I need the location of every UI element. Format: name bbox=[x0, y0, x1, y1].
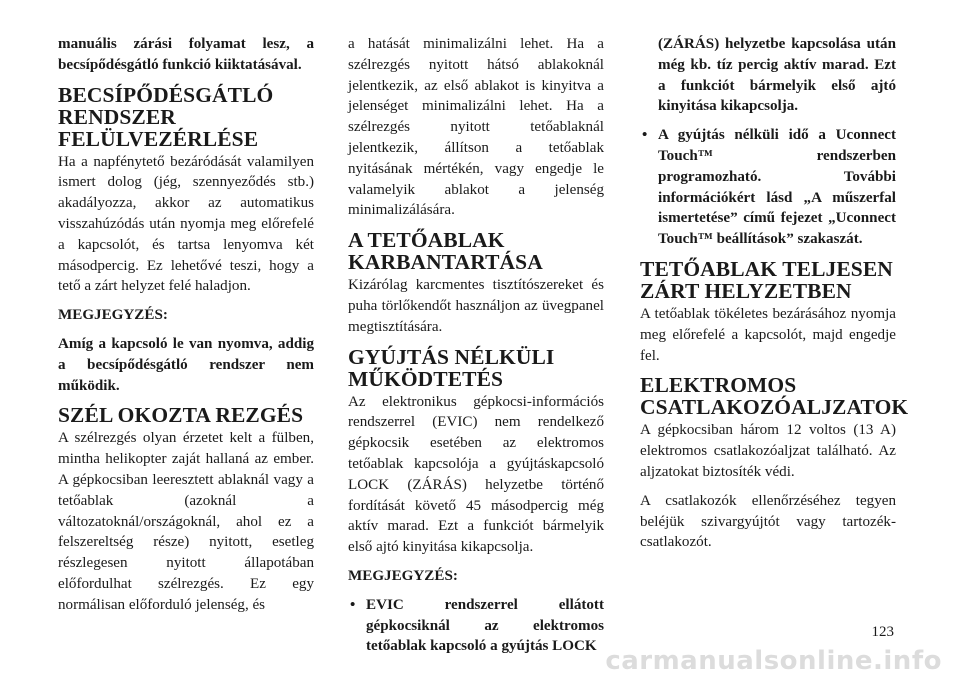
heading-becsipodesgatlo: BECSÍPŐDÉSGÁTLÓ RENDSZER FELÜLVEZÉRLÉSE bbox=[58, 82, 274, 151]
heading-teljesen-zart: TETŐABLAK TELJESEN ZÁRT HELYZETBEN bbox=[640, 256, 893, 303]
watermark: carmanualsonline.info bbox=[605, 646, 942, 676]
column-2 bbox=[348, 34, 604, 665]
list-item-text: A gyújtás nélküli idő a Uconnect Touch™ rendszerben programozható. További információkért lásd „A műszerfal ismertetése” című fejezet „Uconnect Touch™ beállítások” szakaszát. bbox=[658, 127, 896, 248]
list-item-text: EVIC rendszerrel ellátott gépkocsiknál az elektromos tetőablak kapcsoló a gyújtás LOCK bbox=[366, 596, 604, 655]
bullet-icon: • bbox=[350, 596, 356, 613]
page-number: 123 bbox=[871, 624, 894, 640]
list-item-continued: (ZÁRÁS) helyzetbe kapcsolása után még kb. tíz percig aktív marad. Ezt a funkciót bármelyik első ajtó kinyitása kikapcsolja. bbox=[658, 36, 896, 115]
heading-gyujtas-nelkuli: GYÚJTÁS NÉLKÜLI MŰKÖDTETÉS bbox=[348, 344, 555, 391]
heading-elektromos-csatlakozoaljzatok: ELEKTROMOS CSATLAKOZÓALJZATOK bbox=[640, 373, 909, 420]
paragraph-gyujtas-nelkuli: Az elektronikus gépkocsi-információs rendszerrel (EVIC) nem rendelkező gépkocsik esetében az elektromos tetőablak kapcsolója a gyújtáskapcsoló LOCK (ZÁRÁS) helyzetbe történő fordítását követő 45 másodpercig még aktív marad. Ezt a funkciót bármelyik első ajtó kinyitása kikapcsolja. bbox=[348, 393, 604, 556]
paragraph-becsipodesgatlo: Ha a napfénytető bezáródását valamilyen ismert dolog (jég, szennyeződés stb.) akadályozza, akkor az automatikus visszahúzódás után nyomja meg előrefelé a kapcsolót, és tartsa lenyomva két másodpercig. Ez lehetővé teszi, hogy a tető a zárt helyzet felé haladjon. bbox=[58, 153, 314, 295]
paragraph-elektromos-1: A gépkocsiban három 12 voltos (13 A) elektromos csatlakozóaljzat található. Az aljzatokat biztosíték védi. bbox=[640, 422, 896, 480]
paragraph-elektromos-2: A csatlakozók ellenőrzéséhez tegyen beléjük szivargyújtót vagy tartozék-csatlakozót. bbox=[640, 492, 896, 551]
paragraph-szel-continued: a hatását minimalizálni lehet. Ha a szélrezgés nyitott hátsó ablakoknál jelentkezik, az első ablakot is kinyitva a jelenséget minimalizálni lehet. Ha a szélrezgés nyitott tetőablaknál jelentkezik, állítson a tetőablak nyitásának mértékén, vagy engedje le valamelyik ablakot a jelenség minimalizálására. bbox=[348, 36, 604, 219]
note-label: MEGJEGYZÉS: bbox=[348, 567, 458, 584]
bullet-icon: • bbox=[642, 127, 648, 144]
note-bullet-list bbox=[640, 125, 896, 250]
paragraph-teljesen-zart: A tetőablak tökéletes bezárásához nyomja meg előrefelé a kapcsolót, majd engedje fel. bbox=[640, 305, 896, 364]
paragraph-szel-okozta-rezges: A szélrezgés olyan érzetet kelt a fülben, mintha helikopter zaját hallaná az ember. A gépkocsiban leeresztett ablaknál vagy a tetőablak (azoknál a változatoknál/országoknál, ahol ez a felszereltség része) nyitott, esetleg részlegesen nyitott állapotában előfordulhat szélrezgés. Ez egy normálisan előforduló jelenség, és bbox=[58, 430, 314, 613]
paragraph-karbantartas: Kizárólag karcmentes tisztítószereket és puha törlőkendőt használjon az üvegpanel megtisztítására. bbox=[348, 277, 604, 335]
heading-szel-okozta-rezges: SZÉL OKOZTA REZGÉS bbox=[58, 403, 304, 428]
list-item bbox=[640, 125, 896, 250]
column-1 bbox=[58, 34, 314, 624]
heading-karbantartas: A TETŐABLAK KARBANTARTÁSA bbox=[348, 228, 543, 275]
intro-paragraph: manuális zárási folyamat lesz, a becsípődésgátló funkció kiiktatásával. bbox=[58, 36, 314, 73]
column-3 bbox=[640, 34, 909, 561]
note-text: Amíg a kapcsoló le van nyomva, addig a becsípődésgátló rendszer nem működik. bbox=[58, 335, 314, 394]
note-label: MEGJEGYZÉS: bbox=[58, 307, 168, 324]
